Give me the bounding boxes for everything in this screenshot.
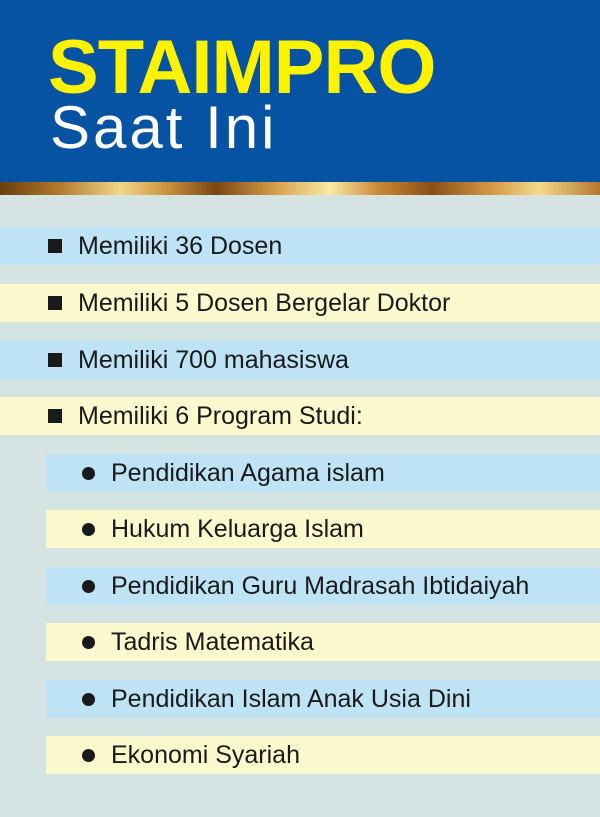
list-item-label: Memiliki 700 mahasiswa	[78, 345, 349, 374]
program-item	[46, 454, 600, 492]
round-bullet-icon	[82, 467, 95, 480]
square-bullet-icon	[48, 409, 62, 423]
program-item	[46, 567, 600, 605]
program-item	[46, 680, 600, 718]
list-item-label: Memiliki 5 Dosen Bergelar Doktor	[78, 288, 451, 317]
round-bullet-icon	[82, 580, 95, 593]
program-item	[46, 623, 600, 661]
round-bullet-icon	[82, 523, 95, 536]
list-item-label: Memiliki 36 Dosen	[78, 231, 283, 260]
page-title: STAIMPRO	[48, 25, 436, 110]
round-bullet-icon	[82, 636, 95, 649]
program-label: Pendidikan Guru Madrasah Ibtidaiyah	[111, 571, 530, 600]
program-label: Tadris Matematika	[111, 627, 314, 656]
program-item	[46, 736, 600, 774]
program-label: Ekonomi Syariah	[111, 740, 300, 769]
list-item	[0, 397, 600, 435]
square-bullet-icon	[48, 353, 62, 367]
round-bullet-icon	[82, 749, 95, 762]
square-bullet-icon	[48, 296, 62, 310]
page-subtitle: Saat Ini	[50, 94, 278, 161]
square-bullet-icon	[48, 239, 62, 253]
program-item	[46, 510, 600, 548]
list-item-label: Memiliki 6 Program Studi:	[78, 401, 363, 430]
program-label: Pendidikan Islam Anak Usia Dini	[111, 684, 471, 713]
header-banner	[0, 0, 600, 182]
program-label: Pendidikan Agama islam	[111, 458, 385, 487]
gold-divider	[0, 182, 600, 195]
list-item	[0, 341, 600, 379]
list-item	[0, 227, 600, 265]
list-item	[0, 284, 600, 322]
round-bullet-icon	[82, 693, 95, 706]
program-label: Hukum Keluarga Islam	[111, 514, 364, 543]
